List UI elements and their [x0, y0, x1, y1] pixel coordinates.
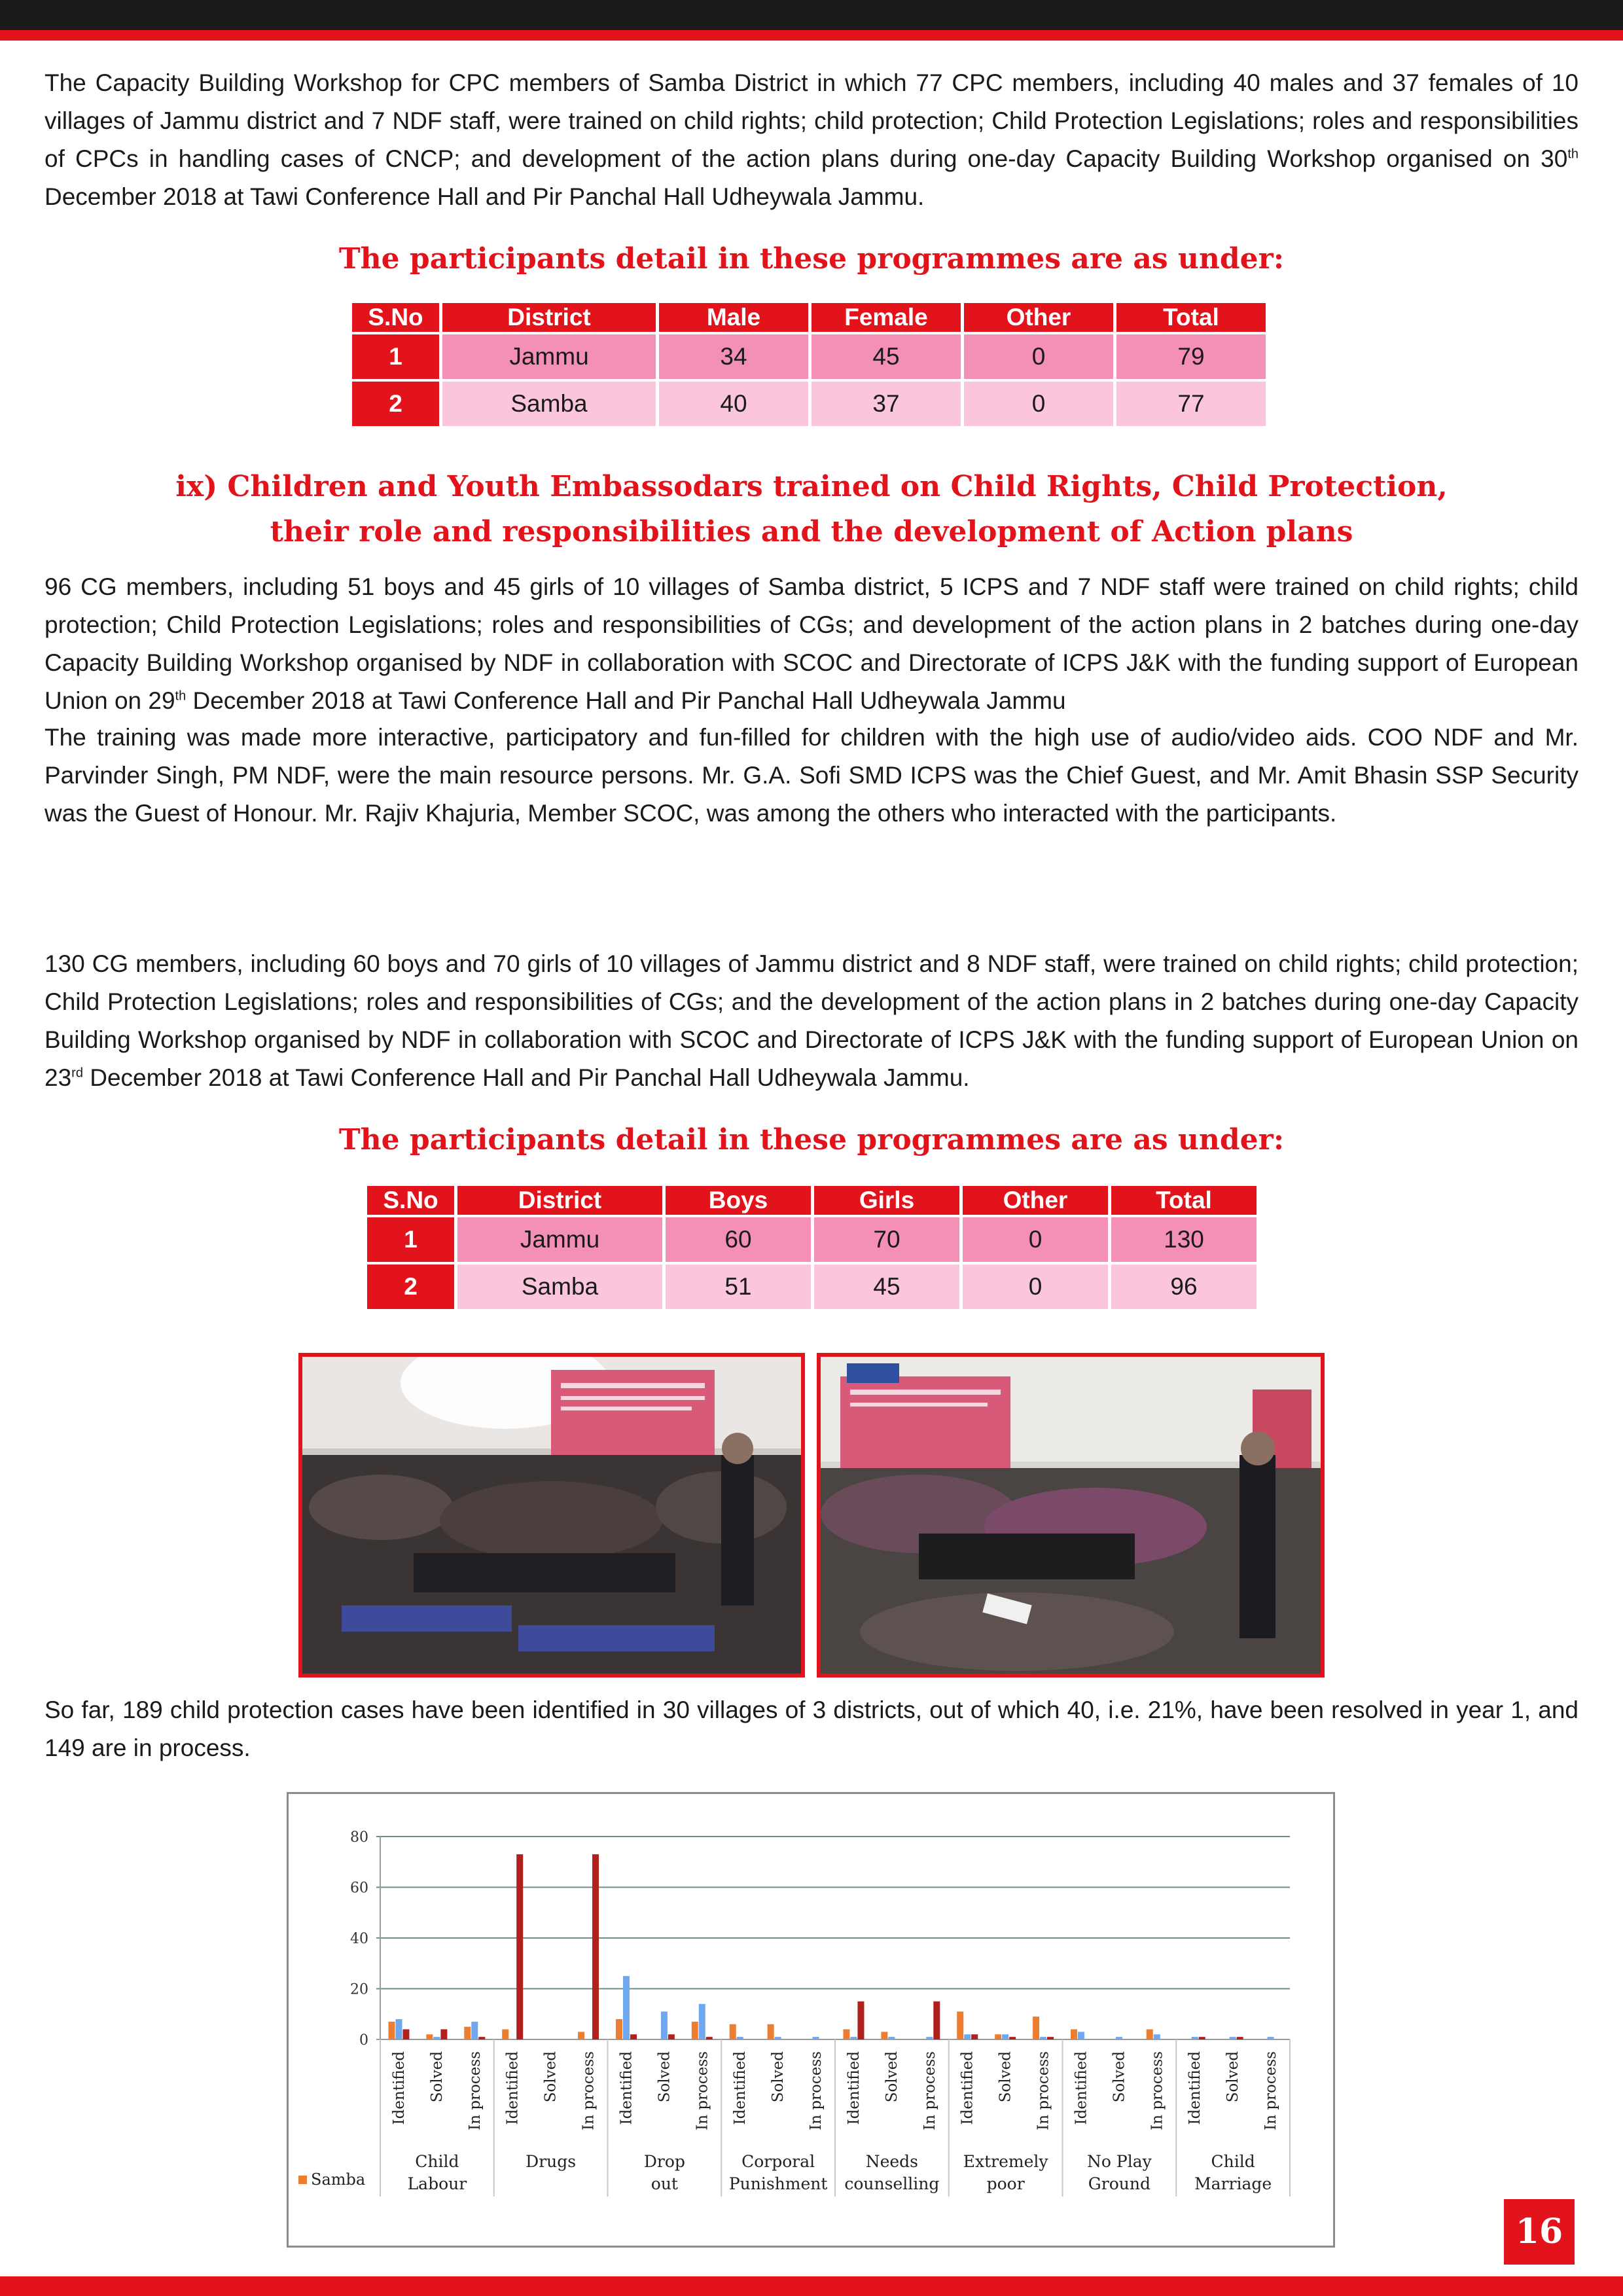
page-number: 16	[1504, 2199, 1575, 2265]
col-header-total: Total	[1116, 303, 1266, 332]
chart-bar	[1033, 2017, 1039, 2039]
x-subcategory-label: Identified	[504, 2051, 522, 2125]
table-cell: 34	[659, 334, 808, 379]
chart-bar	[616, 2019, 622, 2039]
table-cell: Samba	[457, 1265, 662, 1309]
x-group-label: Child	[415, 2152, 459, 2171]
chart-bar	[623, 1976, 630, 2039]
col-header-female: Female	[812, 303, 961, 332]
col-header-other: Other	[964, 303, 1113, 332]
x-subcategory-label: In process	[921, 2051, 938, 2130]
table-cell: 0	[964, 334, 1113, 379]
x-subcategory-label: Solved	[542, 2051, 560, 2103]
table-row	[352, 334, 1266, 379]
chart-bar	[888, 2037, 895, 2039]
chart-bar	[737, 2037, 743, 2039]
col-header-total: Total	[1111, 1186, 1257, 1215]
workshop-photo-left	[298, 1353, 805, 1677]
col-header-other: Other	[963, 1186, 1108, 1215]
chart-bar	[402, 2030, 409, 2040]
chart-bar	[1268, 2037, 1274, 2039]
x-subcategory-label: Identified	[732, 2051, 749, 2125]
table-cell: 0	[963, 1217, 1108, 1262]
legend-swatch	[298, 2176, 307, 2184]
section-ix-title-line1: ix) Children and Youth Embassodars trained on Child Rights, Child Protection,	[175, 470, 1448, 503]
y-tick-label: 80	[350, 1829, 368, 1846]
chart-bar	[699, 2004, 705, 2039]
x-subcategory-label: Identified	[959, 2051, 976, 2125]
chart-bar	[395, 2019, 402, 2039]
table-cell: 130	[1111, 1217, 1257, 1262]
summary-paragraph: So far, 189 child protection cases have been identified in 30 villages of 3 districts, out of which 40, i.e. 21%, have been resolved in year 1, and 149 are in process.	[45, 1696, 1578, 1761]
chart-bar	[813, 2037, 819, 2039]
chart-bar	[1147, 2030, 1153, 2040]
intro-paragraph: The Capacity Building Workshop for CPC members of Samba District in which 77 CPC members, including 40 males and 37 females of 10 villages of Jammu district and 7 NDF staff, were trained on child rights; child protection; Child Protection Legislations; roles and responsibilities of CPCs in handling cases of CNCP; and development of the action plans during one-day Capacity Building Workshop organised on 30th December 2018 at Tawi Conference Hall and Pir Panchal Hall Udheywala Jammu.	[45, 69, 1578, 210]
x-subcategory-label: In process	[808, 2051, 825, 2130]
y-tick-label: 20	[350, 1981, 368, 1998]
section-ix-paragraph-1: 96 CG members, including 51 boys and 45 girls of 10 villages of Samba district, 5 ICPS and 7 NDF staff were trained on child rights; child protection; Child Protection Legislations; roles and responsibilities of CGs; and development of the action plans in 2 batches during one-day Capacity Building Workshop organised by NDF in collaboration with SCOC and Directorate of ICPS J&K with the funding support of European Union on 29th December 2018 at Tawi Conference Hall and Pir Panchal Hall Udheywala Jammu	[45, 573, 1578, 714]
chart-bar	[1047, 2037, 1054, 2039]
section-ix-paragraph-3: 130 CG members, including 60 boys and 70 girls of 10 villages of Jammu district and 8 NDF staff, were trained on child rights; child protection; Child Protection Legislations; roles and responsibilities of CGs; and the development of the action plans in 2 batches during one-day Capacity Building Workshop organised by NDF in collaboration with SCOC and Directorate of ICPS J&K with the funding support of European Union on 23rd December 2018 at Tawi Conference Hall and Pir Panchal Hall Udheywala Jammu.	[45, 950, 1578, 1091]
section-ix-title-line2: their role and responsibilities and the development of Action plans	[270, 515, 1353, 548]
x-subcategory-label: Solved	[1224, 2051, 1242, 2103]
chart-bar	[850, 2037, 857, 2039]
chart-bar	[388, 2022, 395, 2039]
x-subcategory-label: Identified	[390, 2051, 408, 2125]
table-cell: 1	[352, 334, 439, 379]
x-subcategory-label: Identified	[1073, 2051, 1090, 2125]
x-group-label: Drop	[643, 2152, 685, 2171]
table-cell: 77	[1116, 382, 1266, 426]
table-cell: 45	[814, 1265, 959, 1309]
x-group-label: Marriage	[1194, 2174, 1272, 2193]
table-cell: 2	[352, 382, 439, 426]
table-cell: 1	[367, 1217, 454, 1262]
chart-bar	[426, 2034, 433, 2039]
x-subcategory-label: In process	[1035, 2051, 1052, 2130]
x-subcategory-label: In process	[1262, 2051, 1280, 2130]
chart-bar	[578, 2032, 584, 2039]
x-group-label: Drugs	[526, 2152, 577, 2171]
chart-bar	[768, 2024, 774, 2039]
workshop-photo-right-image	[821, 1357, 1321, 1674]
chart-bar	[964, 2034, 971, 2039]
x-group-label: Extremely	[963, 2152, 1048, 2171]
col-header-sno: S.No	[352, 303, 439, 332]
table-row	[367, 1217, 1257, 1262]
chart-bar	[440, 2030, 447, 2040]
table-row	[352, 382, 1266, 426]
chart-bar	[464, 2027, 471, 2039]
table-cell: 40	[659, 382, 808, 426]
col-header-district: District	[442, 303, 656, 332]
x-subcategory-label: In process	[466, 2051, 484, 2130]
table-cell: 0	[964, 382, 1113, 426]
cases-chart	[287, 1792, 1335, 2248]
chart-bar	[1116, 2037, 1122, 2039]
chart-bar	[933, 2001, 940, 2039]
chart-bar	[1237, 2037, 1243, 2039]
x-group-label: Labour	[407, 2174, 467, 2193]
top-black-band	[0, 0, 1623, 30]
col-header-district: District	[457, 1186, 662, 1215]
x-subcategory-label: Identified	[1186, 2051, 1204, 2125]
x-subcategory-label: In process	[694, 2051, 711, 2130]
x-group-label: out	[651, 2174, 678, 2193]
chart-bar	[1071, 2030, 1077, 2040]
table-cell: 51	[666, 1265, 811, 1309]
chart-bar	[1002, 2034, 1008, 2039]
chart-bar	[692, 2022, 698, 2039]
chart-bar	[1192, 2037, 1198, 2039]
chart-bar	[957, 2011, 963, 2039]
chart-bar	[502, 2030, 508, 2040]
x-subcategory-label: Solved	[883, 2051, 901, 2103]
table-cell: 70	[814, 1217, 959, 1262]
chart-bar	[592, 1854, 599, 2039]
workshop-photo-left-image	[302, 1357, 801, 1674]
chart-bar	[1230, 2037, 1236, 2039]
y-tick-label: 60	[350, 1880, 368, 1897]
col-header-boys: Boys	[666, 1186, 811, 1215]
table-cell: Jammu	[457, 1217, 662, 1262]
chart-bar	[881, 2032, 887, 2039]
x-group-label: Punishment	[728, 2174, 828, 2193]
chart-bar	[661, 2011, 668, 2039]
legend-label: Samba	[311, 2170, 366, 2189]
chart-bar	[706, 2037, 713, 2039]
chart-bar	[730, 2024, 736, 2039]
x-subcategory-label: Solved	[656, 2051, 673, 2103]
chart-bar	[478, 2037, 485, 2039]
table-cell: 37	[812, 382, 961, 426]
bottom-red-band	[0, 2276, 1623, 2296]
col-header-male: Male	[659, 303, 808, 332]
table-row	[367, 1265, 1257, 1309]
cases-chart-svg	[289, 1794, 1333, 2246]
chart-bar	[843, 2030, 849, 2040]
chart-bar	[1154, 2034, 1160, 2039]
x-subcategory-label: Identified	[845, 2051, 863, 2125]
table-cell: 2	[367, 1265, 454, 1309]
table2-heading: The participants detail in these programmes are as under:	[338, 1123, 1285, 1157]
table-cell: Jammu	[442, 334, 656, 379]
y-tick-label: 40	[350, 1931, 368, 1947]
x-group-label: Child	[1211, 2152, 1255, 2171]
x-subcategory-label: In process	[580, 2051, 597, 2130]
x-group-label: poor	[986, 2174, 1025, 2193]
table1-heading: The participants detail in these programmes are as under:	[338, 242, 1285, 276]
chart-bar	[775, 2037, 781, 2039]
chart-bar	[516, 1854, 523, 2039]
workshop-photo-right	[817, 1353, 1325, 1677]
col-header-girls: Girls	[814, 1186, 959, 1215]
chart-bar	[1199, 2037, 1205, 2039]
participants-table-cg	[364, 1183, 1260, 1312]
chart-bar	[971, 2034, 978, 2039]
col-header-sno: S.No	[367, 1186, 454, 1215]
x-subcategory-label: In process	[1149, 2051, 1166, 2130]
x-subcategory-label: Solved	[1111, 2051, 1128, 2103]
chart-bar	[1009, 2037, 1016, 2039]
x-subcategory-label: Identified	[618, 2051, 635, 2125]
section-ix-paragraph-2: The training was made more interactive, participatory and fun-filled for children with the high use of audio/video aids. COO NDF and Mr. Parvinder Singh, PM NDF, were the main resource persons. Mr. G.A. Sofi SMD ICPS was the Chief Guest, and Mr. Amit Bhasin SSP Security was the Guest of Honour. Mr. Rajiv Khajuria, Member SCOC, was among the others who interacted with the participants.	[45, 724, 1578, 827]
chart-bar	[433, 2037, 440, 2039]
chart-bar	[857, 2001, 864, 2039]
table-cell: 60	[666, 1217, 811, 1262]
x-subcategory-label: Solved	[428, 2051, 446, 2103]
x-group-label: No Play	[1087, 2152, 1152, 2171]
top-red-band	[0, 30, 1623, 41]
x-group-label: Ground	[1088, 2174, 1150, 2193]
x-subcategory-label: Solved	[770, 2051, 787, 2103]
chart-bar	[471, 2022, 478, 2039]
table-cell: 96	[1111, 1265, 1257, 1309]
x-subcategory-label: Solved	[997, 2051, 1014, 2103]
x-group-label: Needs	[865, 2152, 919, 2171]
chart-bar	[630, 2034, 637, 2039]
table-cell: 45	[812, 334, 961, 379]
x-group-label: Corporal	[741, 2152, 815, 2171]
x-group-label: counselling	[844, 2174, 940, 2193]
table-cell: 0	[963, 1265, 1108, 1309]
chart-bar	[995, 2034, 1001, 2039]
chart-bar	[668, 2034, 675, 2039]
chart-bar	[1040, 2037, 1046, 2039]
chart-bar	[1078, 2032, 1084, 2039]
chart-bar	[926, 2037, 933, 2039]
table-cell: 79	[1116, 334, 1266, 379]
table-cell: Samba	[442, 382, 656, 426]
participants-table-cpc	[349, 300, 1269, 429]
y-tick-label: 0	[359, 2032, 368, 2049]
